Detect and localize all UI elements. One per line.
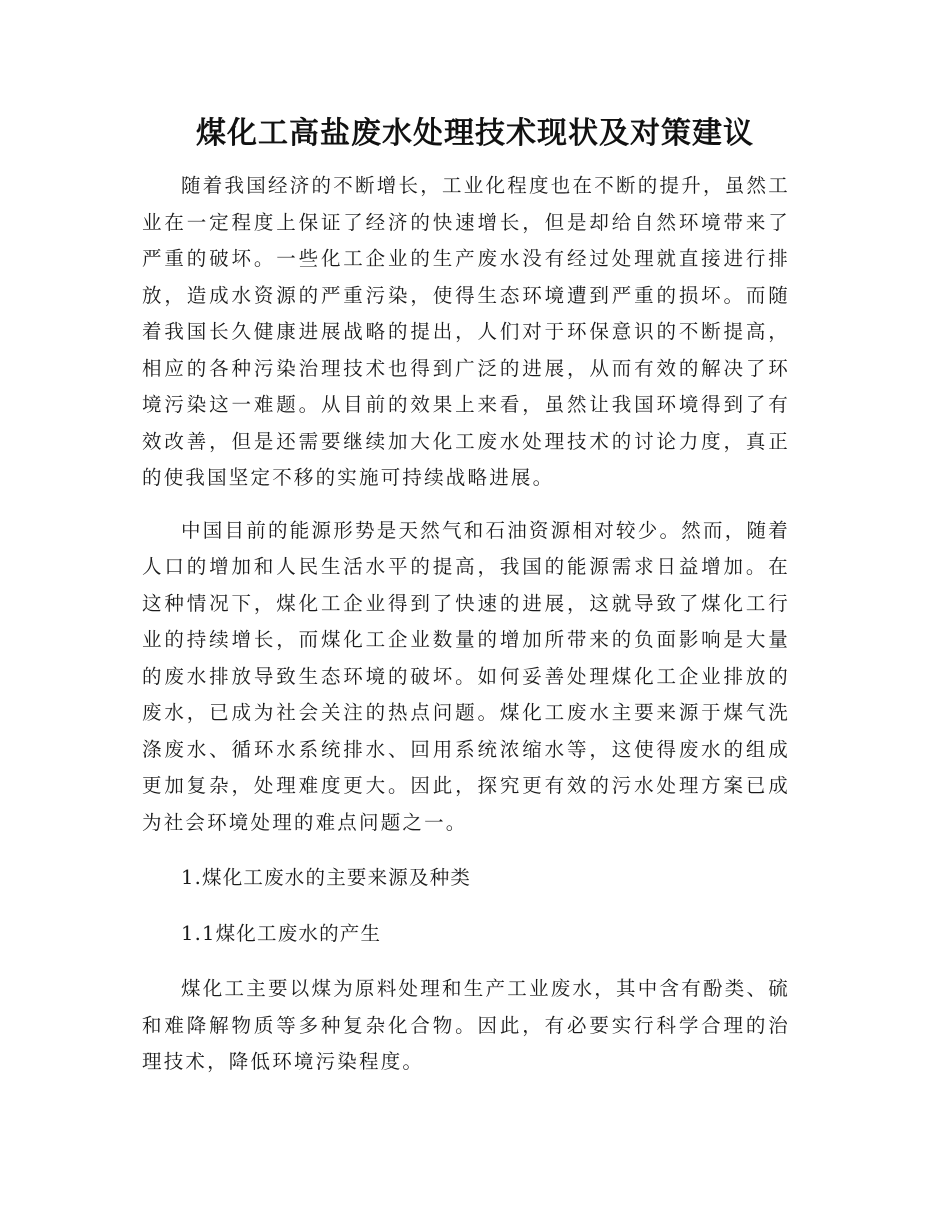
section-heading-1-1: 1.1煤化工废水的产生 [181, 921, 382, 945]
paragraph-wastewater-origin: 煤化工主要以煤为原料处理和生产工业废水，其中含有酚类、硫和难降解物质等多种复杂化合物。因此，有必要实行科学合理的治理技术，降低环境污染程度。 [142, 977, 790, 1073]
paragraph-energy-situation: 中国目前的能源形势是天然气和石油资源相对较少。然而，随着人口的增加和人民生活水平的提高，我国的能源需求日益增加。在这种情况下，煤化工企业得到了快速的进展，这就导致了煤化工行业的持续增长，而煤化工企业数量的增加所带来的负面影响是大量的废水排放导致生态环境的破坏。如何妥善处理煤化工企业排放的废水，已成为社会关注的热点问题。煤化工废水主要来源于煤气洗涤废水、循环水系统排水、回用系统浓缩水等，这使得废水的组成更加复杂，处理难度更大。因此，探究更有效的污水处理方案已成为社会环境处理的难点问题之一。 [142, 518, 790, 834]
section-heading-1: 1.煤化工废水的主要来源及种类 [181, 866, 472, 889]
document-title: 煤化工高盐废水处理技术现状及对策建议 [196, 116, 754, 151]
paragraph-intro: 随着我国经济的不断增长，工业化程度也在不断的提升，虽然工业在一定程度上保证了经济的快速增长，但是却给自然环境带来了严重的破坏。一些化工企业的生产废水没有经过处理就直接进行排放，造成水资源的严重污染，使得生态环境遭到严重的损坏。而随着我国长久健康进展战略的提出，人们对于环保意识的不断提高，相应的各种污染治理技术也得到广泛的进展，从而有效的解决了环境污染这一难题。从目前的效果上来看，虽然让我国环境得到了有效改善，但是还需要继续加大化工废水处理技术的讨论力度，真正的使我国坚定不移的实施可持续战略进展。 [142, 174, 790, 489]
